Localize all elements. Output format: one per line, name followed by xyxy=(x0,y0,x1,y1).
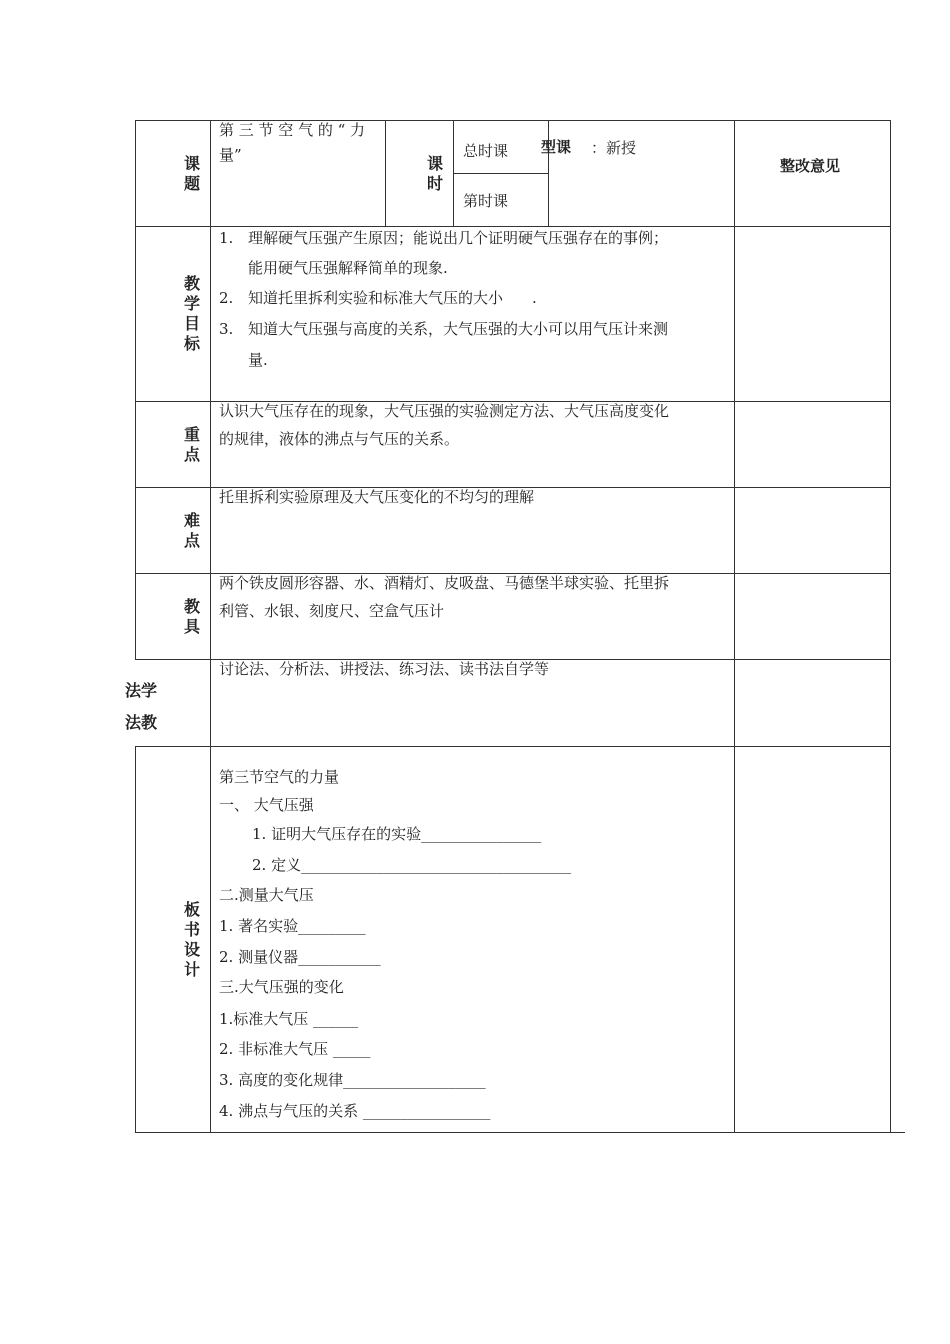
goal-3-number: 3. xyxy=(219,320,234,338)
this-hours-text: 第时课 xyxy=(463,192,509,210)
goal-2-tail: . xyxy=(532,289,537,307)
board-section-3: 三.大气压强的变化 xyxy=(219,978,344,996)
lesson-type-value: ：新授 xyxy=(591,139,637,157)
board-section-3-item-4: 4. 沸点与气压的关系 _________________ xyxy=(219,1102,491,1120)
table-bottom-border xyxy=(135,1132,905,1133)
review-column-header: 整改意见 xyxy=(780,157,841,175)
hours-divider xyxy=(453,173,548,174)
difficulties-line1: 托里拆利实验原理及大气压变化的不均匀的理解 xyxy=(219,488,535,506)
board-section-1-item-2: 2. 定义____________________________________ xyxy=(252,856,572,874)
row-divider xyxy=(135,226,891,227)
board-section-1: 一、 大气压强 xyxy=(219,796,314,814)
key-points-line1: 认识大气压存在的现象，大气压强的实验测定方法、大气压高度变化 xyxy=(219,402,670,420)
goal-3-line2: 量. xyxy=(248,351,268,369)
board-section-3-item-1: 1.标准大气压 ______ xyxy=(219,1010,359,1028)
label-column-divider xyxy=(210,120,211,1133)
goal-1-line2: 能用硬气压强解释简单的现象. xyxy=(248,259,448,277)
header-divider xyxy=(548,120,549,227)
lesson-type-label: 型课 xyxy=(541,138,572,156)
goal-1-line1: 理解硬气压强产生原因；能说出几个证明硬气压强存在的事例； xyxy=(248,229,669,247)
goal-2-number: 2. xyxy=(219,289,234,307)
goal-2-line1: 知道托里拆利实验和标准大气压的大小 xyxy=(248,289,504,307)
key-points-label: 重点 xyxy=(183,425,200,464)
board-title: 第三节空气的力量 xyxy=(219,768,340,786)
board-section-1-item-1: 1. 证明大气压存在的实验________________ xyxy=(252,825,542,843)
hours-label: 课时 xyxy=(426,154,443,193)
tools-line2: 利管、水银、刻度尺、空盒气压计 xyxy=(219,602,445,620)
key-points-line2: 的规律，液体的沸点与气压的关系。 xyxy=(219,430,460,448)
goal-1-number: 1. xyxy=(219,229,234,247)
review-column-divider xyxy=(734,120,735,1133)
board-section-2-item-1: 1. 著名实验_________ xyxy=(219,917,366,935)
board-section-2: 二.测量大气压 xyxy=(219,886,314,904)
board-section-2-item-2: 2. 测量仪器___________ xyxy=(219,948,381,966)
header-divider xyxy=(385,120,386,227)
board-section-3-item-3: 3. 高度的变化规律___________________ xyxy=(219,1071,486,1089)
total-hours-text: 总时课 xyxy=(463,142,509,160)
methods-label-line1: 法学 xyxy=(125,681,158,700)
board-section-3-item-2: 2. 非标准大气压 _____ xyxy=(219,1040,371,1058)
topic-label: 课题 xyxy=(183,154,200,193)
topic-title-line1: 第 三 节 空 气 的 “ 力 xyxy=(219,121,366,139)
tools-line1: 两个铁皮圆形容器、水、酒精灯、皮吸盘、马德堡半球实验、托里拆 xyxy=(219,574,670,592)
tools-label: 教具 xyxy=(183,597,200,636)
table-left-border xyxy=(135,120,136,659)
table-left-border xyxy=(135,746,136,1133)
header-divider xyxy=(453,120,454,227)
board-design-label: 板书设计 xyxy=(183,900,200,979)
difficulties-label: 难点 xyxy=(183,511,200,550)
methods-line1: 讨论法、分析法、讲授法、练习法、读书法自学等 xyxy=(219,660,550,678)
goals-label: 教学目标 xyxy=(183,274,200,353)
topic-title-line2: 量” xyxy=(219,146,242,164)
goal-3-line1: 知道大气压强与高度的关系，大气压强的大小可以用气压计来测 xyxy=(248,320,669,338)
table-right-border xyxy=(890,120,891,1133)
methods-label-line2: 法教 xyxy=(125,713,158,732)
row-divider xyxy=(135,746,891,747)
